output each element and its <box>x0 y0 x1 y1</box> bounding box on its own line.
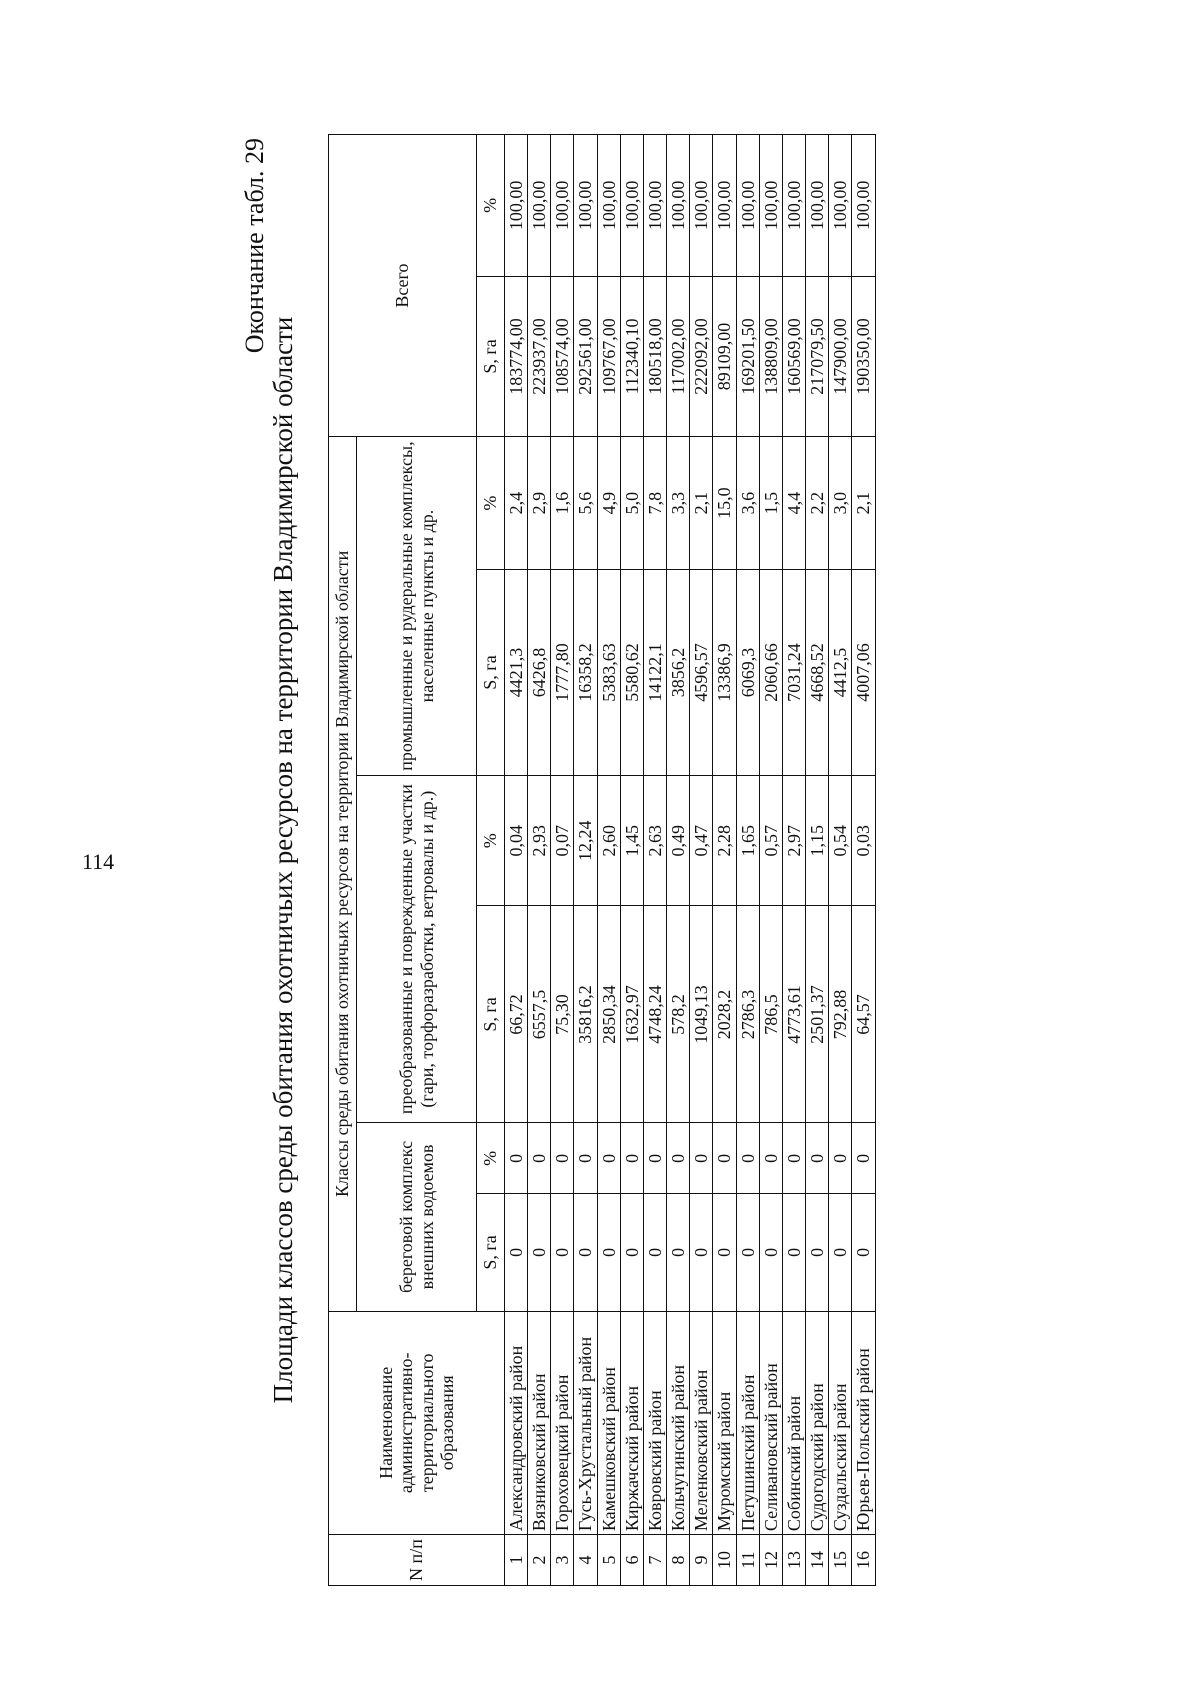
header-area: S, га <box>477 906 505 1123</box>
header-area: S, га <box>477 276 505 436</box>
coastal-area: 0 <box>736 1194 759 1311</box>
table-row <box>667 135 690 1586</box>
transformed-percent: 2,97 <box>782 775 805 906</box>
page-number: 114 <box>82 849 115 874</box>
industrial-percent: 2,2 <box>806 437 829 570</box>
district-name: Юрьев-Польский район <box>852 1311 875 1535</box>
header-area: S, га <box>477 1194 505 1311</box>
total-percent: 100,00 <box>759 135 782 277</box>
coastal-area: 0 <box>528 1194 551 1311</box>
header-num: N п/п <box>329 1535 505 1586</box>
total-percent: 100,00 <box>505 135 528 277</box>
table-row <box>643 135 666 1586</box>
row-number: 3 <box>551 1535 574 1586</box>
table-body <box>505 135 876 1586</box>
total-percent: 100,00 <box>852 135 875 277</box>
district-name: Селивановский район <box>759 1311 782 1535</box>
row-number: 16 <box>852 1535 875 1586</box>
row-number: 1 <box>505 1535 528 1586</box>
row-number: 9 <box>690 1535 713 1586</box>
district-name: Собинский район <box>782 1311 805 1535</box>
total-area: 183774,00 <box>505 276 528 436</box>
row-number: 14 <box>806 1535 829 1586</box>
transformed-percent: 1,45 <box>620 775 643 906</box>
industrial-percent: 5,6 <box>574 437 597 570</box>
coastal-percent: 0 <box>620 1123 643 1194</box>
coastal-area: 0 <box>643 1194 666 1311</box>
transformed-area: 4773,61 <box>782 906 805 1123</box>
table-title: Площади классов среды обитания охотничьих ресурсов на территории Владимирской области <box>268 316 298 1404</box>
district-name: Гусь-Хрустальный район <box>574 1311 597 1535</box>
industrial-percent: 3,6 <box>736 437 759 570</box>
coastal-percent: 0 <box>852 1123 875 1194</box>
total-percent: 100,00 <box>713 135 736 277</box>
industrial-area: 14122,1 <box>643 570 666 776</box>
table-continuation-note: Окончание табл. 29 <box>240 138 269 354</box>
table-row <box>713 135 736 1586</box>
total-area: 160569,00 <box>782 276 805 436</box>
coastal-percent: 0 <box>505 1123 528 1194</box>
total-percent: 100,00 <box>643 135 666 277</box>
transformed-area: 66,72 <box>505 906 528 1123</box>
total-area: 89109,00 <box>713 276 736 436</box>
coastal-percent: 0 <box>574 1123 597 1194</box>
district-name: Судогодский район <box>806 1311 829 1535</box>
district-name: Ковровский район <box>643 1311 666 1535</box>
coastal-area: 0 <box>505 1194 528 1311</box>
industrial-area: 7031,24 <box>782 570 805 776</box>
total-area: 190350,00 <box>852 276 875 436</box>
coastal-area: 0 <box>713 1194 736 1311</box>
total-percent: 100,00 <box>597 135 620 277</box>
industrial-percent: 15,0 <box>713 437 736 570</box>
row-number: 12 <box>759 1535 782 1586</box>
industrial-area: 2060,66 <box>759 570 782 776</box>
industrial-area: 13386,9 <box>713 570 736 776</box>
table-row <box>620 135 643 1586</box>
industrial-area: 5383,63 <box>597 570 620 776</box>
table-row <box>551 135 574 1586</box>
table-row <box>829 135 852 1586</box>
transformed-percent: 0,47 <box>690 775 713 906</box>
district-name: Александровский район <box>505 1311 528 1535</box>
transformed-percent: 0,54 <box>829 775 852 906</box>
row-number: 13 <box>782 1535 805 1586</box>
transformed-percent: 1,15 <box>806 775 829 906</box>
district-name: Кольчугинский район <box>667 1311 690 1535</box>
district-name: Камешковский район <box>597 1311 620 1535</box>
industrial-percent: 2,9 <box>528 437 551 570</box>
industrial-area: 6426,8 <box>528 570 551 776</box>
district-name: Киржачский район <box>620 1311 643 1535</box>
coastal-percent: 0 <box>551 1123 574 1194</box>
row-number: 5 <box>597 1535 620 1586</box>
industrial-percent: 3,3 <box>667 437 690 570</box>
coastal-area: 0 <box>690 1194 713 1311</box>
coastal-area: 0 <box>852 1194 875 1311</box>
transformed-percent: 1,65 <box>736 775 759 906</box>
coastal-area: 0 <box>620 1194 643 1311</box>
industrial-area: 16358,2 <box>574 570 597 776</box>
transformed-area: 792,88 <box>829 906 852 1123</box>
industrial-area: 3856,2 <box>667 570 690 776</box>
transformed-area: 75,30 <box>551 906 574 1123</box>
district-name: Петушинский район <box>736 1311 759 1535</box>
transformed-area: 1049,13 <box>690 906 713 1123</box>
transformed-percent: 2,28 <box>713 775 736 906</box>
industrial-area: 5580,62 <box>620 570 643 776</box>
industrial-area: 4007,06 <box>852 570 875 776</box>
header-area: S, га <box>477 570 505 776</box>
rotated-page-content <box>240 130 1060 1590</box>
coastal-percent: 0 <box>528 1123 551 1194</box>
district-name: Муромский район <box>713 1311 736 1535</box>
total-area: 222092,00 <box>690 276 713 436</box>
industrial-percent: 2,1 <box>852 437 875 570</box>
transformed-area: 786,5 <box>759 906 782 1123</box>
transformed-percent: 0,57 <box>759 775 782 906</box>
transformed-area: 4748,24 <box>643 906 666 1123</box>
transformed-percent: 2,93 <box>528 775 551 906</box>
total-area: 169201,50 <box>736 276 759 436</box>
transformed-area: 6557,5 <box>528 906 551 1123</box>
total-area: 180518,00 <box>643 276 666 436</box>
coastal-area: 0 <box>574 1194 597 1311</box>
total-area: 223937,00 <box>528 276 551 436</box>
transformed-area: 2786,3 <box>736 906 759 1123</box>
coastal-area: 0 <box>829 1194 852 1311</box>
total-area: 292561,00 <box>574 276 597 436</box>
row-number: 11 <box>736 1535 759 1586</box>
district-name: Вязниковский район <box>528 1311 551 1535</box>
industrial-area: 4412,5 <box>829 570 852 776</box>
total-percent: 100,00 <box>620 135 643 277</box>
total-percent: 100,00 <box>806 135 829 277</box>
industrial-percent: 4,9 <box>597 437 620 570</box>
total-percent: 100,00 <box>782 135 805 277</box>
coastal-area: 0 <box>597 1194 620 1311</box>
transformed-percent: 0,04 <box>505 775 528 906</box>
table-row <box>782 135 805 1586</box>
total-percent: 100,00 <box>667 135 690 277</box>
total-area: 109767,00 <box>597 276 620 436</box>
coastal-area: 0 <box>782 1194 805 1311</box>
coastal-area: 0 <box>667 1194 690 1311</box>
industrial-percent: 2,4 <box>505 437 528 570</box>
industrial-percent: 1,6 <box>551 437 574 570</box>
coastal-percent: 0 <box>713 1123 736 1194</box>
header-classes: Классы среды обитания охотничьих ресурсов на территории Владимирской области <box>329 437 357 1311</box>
row-number: 8 <box>667 1535 690 1586</box>
row-number: 15 <box>829 1535 852 1586</box>
row-number: 2 <box>528 1535 551 1586</box>
header-name: Наименование административно-территориального образования <box>329 1311 505 1535</box>
header-percent: % <box>477 135 505 277</box>
industrial-area: 1777,80 <box>551 570 574 776</box>
total-percent: 100,00 <box>690 135 713 277</box>
row-number: 6 <box>620 1535 643 1586</box>
total-area: 217079,50 <box>806 276 829 436</box>
transformed-percent: 0,03 <box>852 775 875 906</box>
total-area: 117002,00 <box>667 276 690 436</box>
industrial-percent: 3,0 <box>829 437 852 570</box>
total-percent: 100,00 <box>829 135 852 277</box>
industrial-percent: 2,1 <box>690 437 713 570</box>
table-row <box>505 135 528 1586</box>
table-row <box>759 135 782 1586</box>
transformed-percent: 2,60 <box>597 775 620 906</box>
transformed-area: 2501,37 <box>806 906 829 1123</box>
row-number: 10 <box>713 1535 736 1586</box>
row-number: 4 <box>574 1535 597 1586</box>
coastal-percent: 0 <box>759 1123 782 1194</box>
district-name: Меленковский район <box>690 1311 713 1535</box>
table-row <box>574 135 597 1586</box>
industrial-area: 6069,3 <box>736 570 759 776</box>
total-area: 138809,00 <box>759 276 782 436</box>
industrial-percent: 1,5 <box>759 437 782 570</box>
transformed-area: 1632,97 <box>620 906 643 1123</box>
table-row <box>852 135 875 1586</box>
industrial-percent: 5,0 <box>620 437 643 570</box>
coastal-percent: 0 <box>806 1123 829 1194</box>
coastal-area: 0 <box>806 1194 829 1311</box>
header-transformed-areas: преобразованные и поврежденные участки (гари, торфоразработки, ветровалы и др.) <box>357 775 477 1122</box>
transformed-area: 2850,34 <box>597 906 620 1123</box>
coastal-percent: 0 <box>667 1123 690 1194</box>
total-area: 147900,00 <box>829 276 852 436</box>
coastal-area: 0 <box>759 1194 782 1311</box>
transformed-percent: 0,07 <box>551 775 574 906</box>
header-total: Всего <box>329 135 477 437</box>
header-coastal-complex: береговой комплекс внешних водоемов <box>357 1123 477 1311</box>
coastal-percent: 0 <box>597 1123 620 1194</box>
total-percent: 100,00 <box>736 135 759 277</box>
total-percent: 100,00 <box>574 135 597 277</box>
district-name: Гороховецкий район <box>551 1311 574 1535</box>
coastal-percent: 0 <box>643 1123 666 1194</box>
industrial-percent: 4,4 <box>782 437 805 570</box>
header-percent: % <box>477 1123 505 1194</box>
transformed-percent: 0,49 <box>667 775 690 906</box>
transformed-area: 578,2 <box>667 906 690 1123</box>
row-number: 7 <box>643 1535 666 1586</box>
header-industrial-complexes: промышленные и рудеральные комплексы, населенные пункты и др. <box>357 437 477 776</box>
transformed-area: 64,57 <box>852 906 875 1123</box>
coastal-percent: 0 <box>829 1123 852 1194</box>
industrial-area: 4668,52 <box>806 570 829 776</box>
coastal-percent: 0 <box>736 1123 759 1194</box>
transformed-area: 2028,2 <box>713 906 736 1123</box>
coastal-area: 0 <box>551 1194 574 1311</box>
industrial-percent: 7,8 <box>643 437 666 570</box>
total-area: 112340,10 <box>620 276 643 436</box>
table-row <box>597 135 620 1586</box>
total-percent: 100,00 <box>551 135 574 277</box>
total-percent: 100,00 <box>528 135 551 277</box>
table-row <box>736 135 759 1586</box>
coastal-percent: 0 <box>782 1123 805 1194</box>
total-area: 108574,00 <box>551 276 574 436</box>
transformed-area: 35816,2 <box>574 906 597 1123</box>
transformed-percent: 12,24 <box>574 775 597 906</box>
transformed-percent: 2,63 <box>643 775 666 906</box>
header-percent: % <box>477 437 505 570</box>
habitat-classes-table <box>328 134 876 1586</box>
industrial-area: 4421,3 <box>505 570 528 776</box>
coastal-percent: 0 <box>690 1123 713 1194</box>
header-percent: % <box>477 775 505 906</box>
industrial-area: 4596,57 <box>690 570 713 776</box>
table-row <box>528 135 551 1586</box>
table-row <box>806 135 829 1586</box>
table-row <box>690 135 713 1586</box>
district-name: Суздальский район <box>829 1311 852 1535</box>
